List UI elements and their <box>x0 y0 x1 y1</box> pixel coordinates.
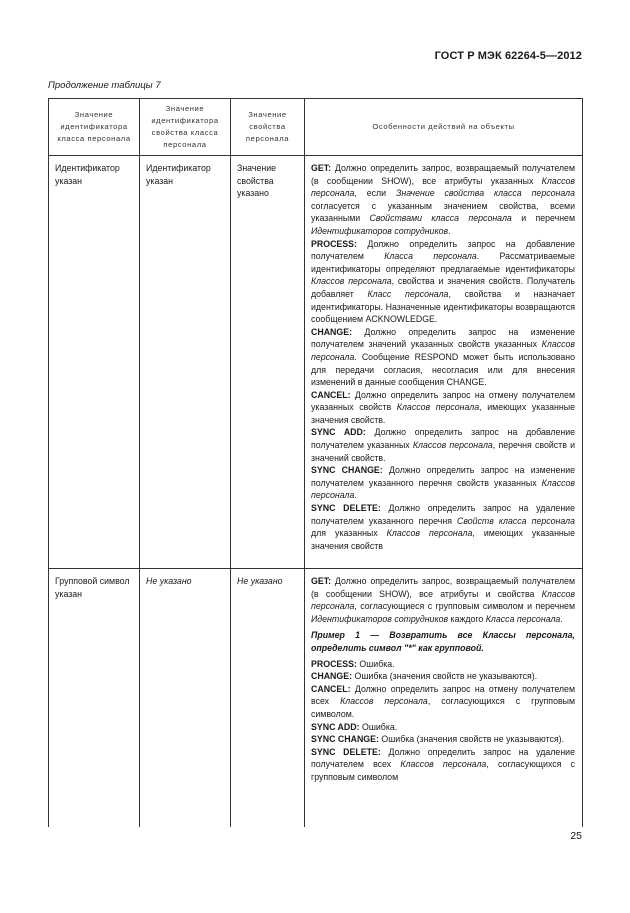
sync-add-paragraph: SYNC ADD: Ошибка. <box>311 721 398 732</box>
cell-property-id: Не указано <box>140 569 231 828</box>
process-paragraph: PROCESS: Ошибка. <box>311 658 395 669</box>
sync-delete-paragraph: SYNC DELETE: Должно определить запрос на удаление получателем указанного перечня Свойств класса персонала для указанных Классов персонала, имеющих указанные значения свойств <box>311 503 576 551</box>
page-number: 25 <box>570 830 582 842</box>
process-paragraph: PROCESS: Должно определить запрос на добавление получателем Класса персонала. Рассматриваемые идентификаторы определяют предлагаемые идентификаторы Классов персонала, свойства и значения свойств. Получатель добавляет Класс персонала, свойства и назначает идентификаторы. Назначенные идентификаторы возвращаются сообщением ACKNOWLEDGE. <box>311 238 576 325</box>
col-header-property-value: Значение свойства персонала <box>231 99 305 156</box>
cell-class-id: Идентификатор указан <box>49 156 140 569</box>
cancel-paragraph: CANCEL: Должно определить запрос на отмену получателем всех Классов персонала, согласующихся с групповым символом. <box>311 683 576 719</box>
standard-header: ГОСТ Р МЭК 62264-5—2012 <box>434 50 582 62</box>
col-header-class-id: Значение идентификатора класса персонала <box>49 99 140 156</box>
cell-action-description <box>305 569 583 828</box>
cell-class-id: Групповой символ указан <box>49 569 140 828</box>
example-paragraph: Пример 1 — Возвратить все Классы персонала, определить символ "*" как групповой. <box>311 630 575 653</box>
personnel-class-table <box>48 98 583 827</box>
cell-property-id: Идентификатор указан <box>140 156 231 569</box>
get-paragraph: GET: Должно определить запрос, возвращаемый получателем (в сообщении SHOW), все атрибуты указанных Классов персонала, если Значение свойства класса персонала согласуется с указанным значением свойства, всеми указанными Свойствами класса персонала и перечнем Идентификаторов сотрудников. <box>311 163 575 236</box>
col-header-property-id: Значение идентификатора свойства класса персонала <box>140 99 231 156</box>
cell-action-description <box>305 156 583 569</box>
sync-delete-paragraph: SYNC DELETE: Должно определить запрос на удаление получателем всех Классов персонала, согласующихся с групповым символом <box>311 746 576 782</box>
sync-change-paragraph: SYNC CHANGE: Ошибка (значения свойств не указываются). <box>311 734 565 745</box>
table-continuation-caption: Продолжение таблицы 7 <box>48 80 161 91</box>
change-paragraph: CHANGE: Должно определить запрос на изменение получателем значений указанных свойств указанных Классов персонала. Сообщение RESPOND может быть использовано для передачи согласия, несогласия или для внесения изменений в данные сообщения CHANGE. <box>311 326 575 388</box>
table-header-row <box>49 99 583 156</box>
change-paragraph: CHANGE: Ошибка (значения свойств не указываются). <box>311 671 538 682</box>
cancel-paragraph: CANCEL: Должно определить запрос на отмену получателем указанных свойств Классов персонала, имеющих указанные значения свойств. <box>311 389 575 425</box>
table-row-identifier-specified <box>49 156 583 569</box>
get-paragraph: GET: Должно определить запрос, возвращаемый получателем (в сообщении SHOW), все атрибуты и свойства Классов персонала, согласующиеся с групповым символом и перечнем Идентификаторов сотрудников каждого Класса персонала. <box>311 576 575 624</box>
cell-property-value: Значение свойства указано <box>231 156 305 569</box>
col-header-action-features: Особенности действий на объекты <box>305 99 583 156</box>
sync-change-paragraph: SYNC CHANGE: Должно определить запрос на изменение получателем указанного перечня свойств указанных Классов персонала. <box>311 465 576 501</box>
sync-add-paragraph: SYNC ADD: Должно определить запрос на добавление получателем указанных Классов персонала, перечня свойств и значений свойств. <box>311 427 576 463</box>
table-row-wildcard-specified <box>49 569 583 828</box>
cell-property-value: Не указано <box>231 569 305 828</box>
